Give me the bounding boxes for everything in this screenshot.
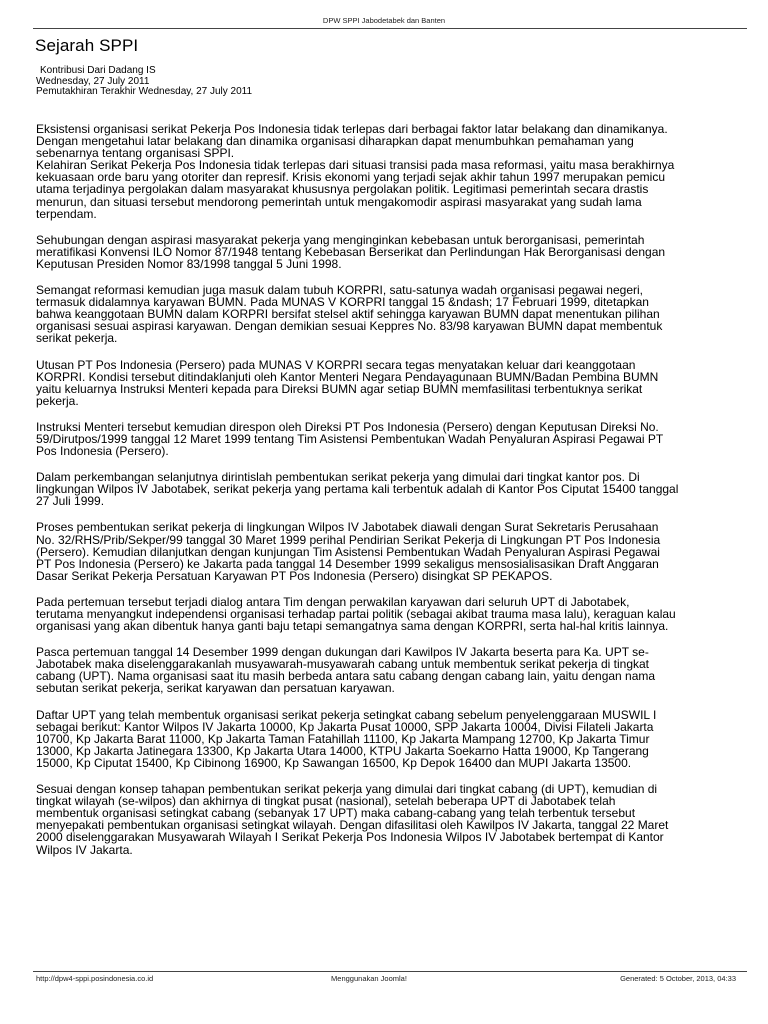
last-updated: Pemutakhiran Terakhir Wednesday, 27 July 2011 — [36, 86, 253, 97]
author-line: Kontribusi Dari Dadang IS — [40, 65, 156, 76]
page-header: DPW SPPI Jabodetabek dan Banten — [322, 16, 446, 25]
paragraph-2: Sehubungan dengan aspirasi masyarakat pekerja yang menginginkan kebebasan untuk berorganisasi, pemerintah meratifikasi Konvensi ILO Nomor 87/1948 tentang Kebebasan Berserikat dan Perlindungan Hak Berorganisasi dengan Keputusan Presiden Nomor 83/1998 tanggal 5 Juni 1998. — [36, 232, 666, 271]
header-divider — [33, 28, 747, 29]
page-title: Sejarah SPPI — [35, 36, 139, 55]
paragraph-8: Pada pertemuan tersebut terjadi dialog antara Tim dengan perwakilan karyawan dari seluruh UPT di Jabotabek, terutama menyangkut independensi organisasi terhadap partai politik (sebagai akibat trauma masa lalu), keraguan kalau organisasi yang akan dibentuk hanya ganti baju tetapi semangatnya sama dengan KORPRI, serta hal-hal kritis lainnya. — [36, 594, 676, 634]
article-meta — [36, 66, 252, 98]
paragraph-3: Semangat reformasi kemudian juga masuk dalam tubuh KORPRI, satu-satunya wadah organisasi pegawai negeri, termasuk didalamnya karyawan BUMN. Pada MUNAS V KORPRI tanggal 15 &ndash; 17 Februari 1999, ditetapkan bahwa keanggotaan BUMN dalam KORPRI bersifat stelsel aktif sehingga karyawan BUMN dapat menentukan pilihan organisasi sesuai aspirasi karyawan. Dengan demikian sesuai Keppres No. 83/98 karyawan BUMN dapat membentuk serikat pekerja. — [36, 283, 663, 346]
paragraph-10: Daftar UPT yang telah membentuk organisasi serikat pekerja setingkat cabang sebelum penyelenggaraan MUSWIL I sebagai berikut: Kantor Wilpos IV Jakarta 10000, Kp Jakarta Pusat 10000, SPP Jakarta 10004, Divisi Filateli Jakarta 10700, Kp Jakarta Barat 11000, Kp Jakarta Taman Fatahillah 11100, Kp Jakarta Mampang 12700, Kp Jakarta Timur 13000, Kp Jakarta Jatinegara 13300, Kp Jakarta Utara 14000, KTPU Jakarta Soekarno Hatta 19000, Kp Tangerang 15000, Kp Ciputat 15400, Kp Cibinong 16900, Kp Sawangan 16500, Kp Depok 16400 dan MUPI Jakarta 13500. — [36, 707, 657, 770]
footer-powered-by: Menggunakan Joomla! — [331, 974, 407, 983]
paragraph-11: Sesuai dengan konsep tahapan pembentukan serikat pekerja yang dimulai dari tingkat cabang (di UPT), kemudian di tingkat wilayah (se-wilpos) dan akhirnya di tingkat pusat (nasional), setelah beberapa UPT di Jabotabek telah membentuk organisasi setingkat cabang (sebanyak 17 UPT) maka cabang-cabang yang telah terbentuk tersebut menyepakati pembentukan organisasi setingkat wilayah. Dengan difasilitasi oleh Kawilpos IV Jakarta, tanggal 22 Maret 2000 diselenggarakan Musyawarah Wilayah I Serikat Pekerja Pos Indonesia Wilpos IV Jabotabek bertempat di Kantor Wilpos IV Jakarta. — [36, 782, 669, 857]
paragraph-1: Eksistensi organisasi serikat Pekerja Pos Indonesia tidak terlepas dari berbagai faktor latar belakang dan dinamikanya. Dengan mengetahui latar belakang dan dinamika organisasi diharapkan dapat menumbuhkan pemahaman yang sebenarnya tentang organisasi SPPI. Kelahiran Serikat Pekerja Pos Indonesia tidak terlepas dari situasi transisi pada masa reformasi, yaitu masa berakhirnya kekuasaan orde baru yang otoriter dan represif. Krisis ekonomi yang terjadi sejak akhir tahun 1997 merupakan pemicu utama terjadinya pergolakan dalam masyarakat khususnya pergolakan politik. Legitimasi pemerintah secara drastis menurun, dan situasi tersebut mendorong pemerintah untuk mengakomodir aspirasi masyarakat yang sudah lama terpendam. — [36, 122, 675, 221]
footer-generated: Generated: 5 October, 2013, 04:33 — [620, 974, 736, 983]
paragraph-5: Instruksi Menteri tersebut kemudian direspon oleh Direksi PT Pos Indonesia (Persero) dengan Keputusan Direksi No. 59/Dirutpos/1999 tanggal 12 Maret 1999 tentang Tim Asistensi Pembentukan Wadah Penyaluran Aspirasi Pegawai PT Pos Indonesia (Persero). — [36, 419, 664, 459]
paragraph-7: Proses pembentukan serikat pekerja di lingkungan Wilpos IV Jabotabek diawali dengan Surat Sekretaris Perusahaan No. 32/RHS/Prib/Sekper/99 tanggal 30 Maret 1999 perihal Pendirian Serikat Pekerja di Lingkungan PT Pos Indonesia (Persero). Kemudian dilanjutkan dengan kunjungan Tim Asistensi Pembentukan Wadah Penyaluran Aspirasi Pegawai PT Pos Indonesia (Persero) ke Jakarta pada tanggal 14 Desember 1999 sekaligus mensosialisasikan Draft Anggaran Dasar Serikat Pekerja Persatuan Karyawan PT Pos Indonesia (Persero) disingkat SP PEKAPOS. — [36, 520, 661, 583]
article-body — [36, 123, 726, 870]
paragraph-6: Dalam perkembangan selanjutnya dirintislah pembentukan serikat pekerja yang dimulai dari tingkat kantor pos. Di lingkungan Wilpos IV Jabotabek, serikat pekerja yang pertama kali terbentuk adalah di Kantor Pos Ciputat 15400 tanggal 27 Juli 1999. — [36, 470, 679, 509]
footer-url: http://dpw4-sppi.posindonesia.co.id — [36, 974, 154, 983]
paragraph-9: Pasca pertemuan tanggal 14 Desember 1999 dengan dukungan dari Kawilpos IV Jakarta beserta para Ka. UPT se- Jabotabek maka diselenggarakanlah musyawarah-musyawarah cabang untuk membentuk serikat pekerja di tingkat cabang (UPT). Nama organisasi saat itu masih berbeda antara satu cabang dengan cabang lain, yaitu dengan nama sebutan serikat pekerja, serikat karyawan dan persatuan karyawan. — [36, 645, 656, 696]
publish-date: Wednesday, 27 July 2011 — [36, 75, 150, 87]
paragraph-4: Utusan PT Pos Indonesia (Persero) pada MUNAS V KORPRI secara tegas menyatakan keluar dari keanggotaan KORPRI. Kondisi tersebut ditindaklanjuti oleh Kantor Menteri Negara Pendayagunaan BUMN/Badan Pembina BUMN yaitu keluarnya Instruksi Menteri kepada para Direksi BUMN agar setiap BUMN memfasilitasi terbentuknya serikat pekerja. — [36, 357, 659, 408]
footer-divider — [33, 971, 747, 972]
